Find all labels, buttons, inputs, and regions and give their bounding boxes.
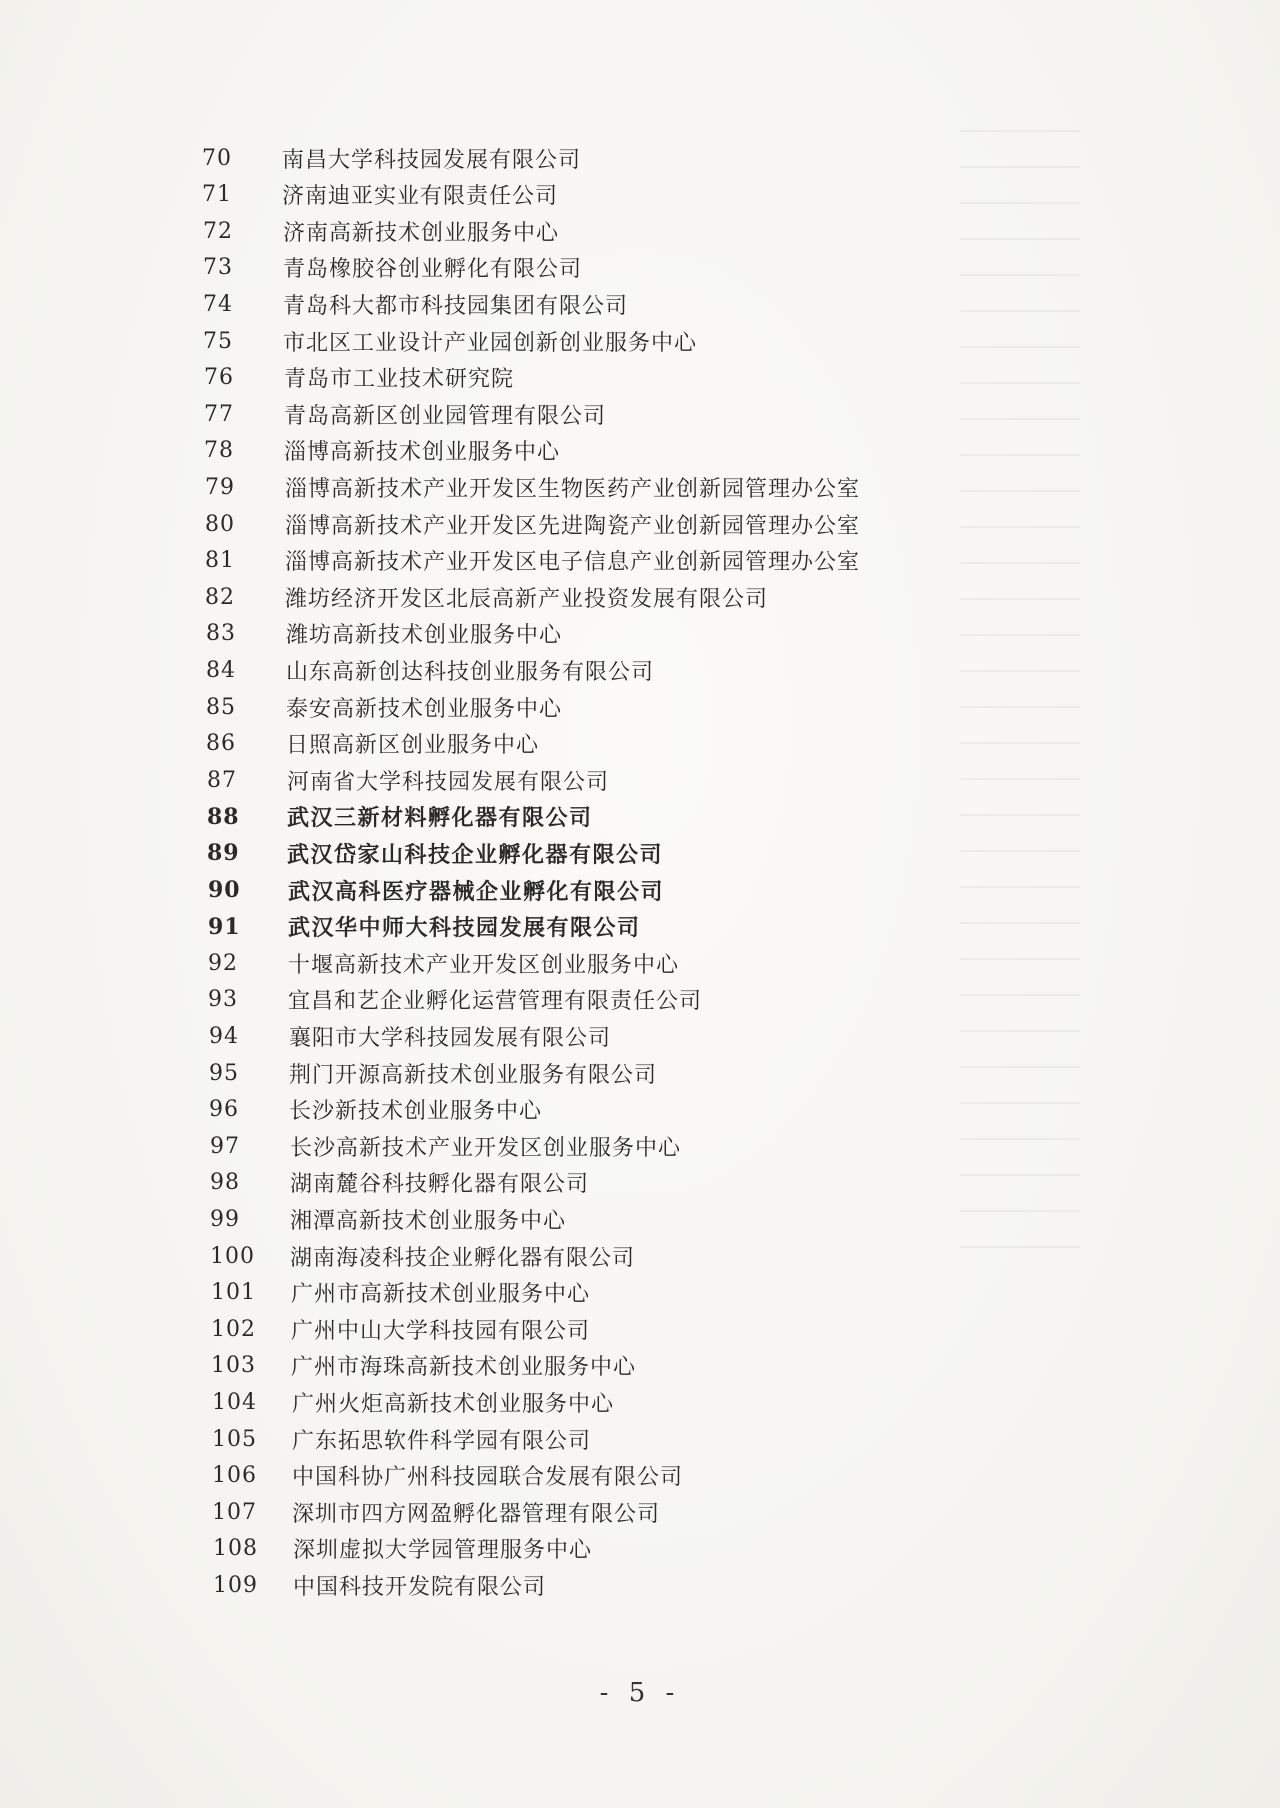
entry-number: 77 <box>204 401 234 427</box>
list-item <box>211 1348 636 1384</box>
entry-number: 88 <box>207 803 240 830</box>
entry-name: 潍坊经济开发区北辰高新产业投资发展有限公司 <box>285 586 769 612</box>
list-item <box>205 469 860 505</box>
list-item <box>207 762 609 798</box>
list-item <box>205 579 768 615</box>
list-item <box>209 1018 611 1054</box>
entry-name: 中国科技开发院有限公司 <box>293 1574 547 1600</box>
entry-number: 90 <box>208 877 241 903</box>
entry-number: 87 <box>207 767 237 793</box>
entry-number: 89 <box>207 840 240 867</box>
entry-number: 100 <box>210 1243 255 1269</box>
list-item <box>213 1567 546 1603</box>
entry-number: 106 <box>212 1463 257 1489</box>
list-item <box>210 1201 566 1237</box>
list-item <box>202 177 558 213</box>
entry-number: 80 <box>205 511 235 537</box>
entry-number: 103 <box>211 1353 256 1379</box>
entry-number: 108 <box>213 1536 258 1562</box>
entry-name: 淄博高新技术创业服务中心 <box>284 440 561 466</box>
entry-name: 十堰高新技术产业开发区创业服务中心 <box>288 952 680 978</box>
entry-name: 济南高新技术创业服务中心 <box>283 220 560 246</box>
entry-number: 83 <box>206 621 236 647</box>
entry-name: 湖南海凌科技企业孵化器有限公司 <box>290 1245 636 1271</box>
entry-name: 市北区工业设计产业园创新创业服务中心 <box>283 330 698 356</box>
entry-name: 山东高新创达科技创业服务有限公司 <box>286 659 655 685</box>
entry-number: 81 <box>205 548 235 574</box>
entry-number: 74 <box>203 291 233 317</box>
entry-name: 广州中山大学科技园有限公司 <box>291 1318 591 1344</box>
entry-name: 淄博高新技术产业开发区电子信息产业创新园管理办公室 <box>285 550 861 576</box>
entry-name: 湘潭高新技术创业服务中心 <box>290 1208 567 1234</box>
entry-name: 武汉三新材料孵化器有限公司 <box>287 805 593 832</box>
list-item <box>208 945 679 981</box>
entry-number: 84 <box>206 657 236 683</box>
entry-name: 深圳市四方网盈孵化器管理有限公司 <box>292 1501 661 1527</box>
list-item <box>207 799 593 835</box>
entry-number: 79 <box>205 474 235 500</box>
list-item <box>204 433 560 469</box>
entry-name: 武汉岱家山科技企业孵化器有限公司 <box>287 841 664 868</box>
entry-name: 淄博高新技术产业开发区生物医药产业创新园管理办公室 <box>285 476 861 502</box>
entry-name: 中国科协广州科技园联合发展有限公司 <box>292 1465 684 1491</box>
entry-name: 淄博高新技术产业开发区先进陶瓷产业创新园管理办公室 <box>285 513 861 539</box>
list-item <box>206 726 539 762</box>
list-item <box>204 396 606 432</box>
list-item <box>211 1275 590 1311</box>
entry-number: 101 <box>211 1280 256 1306</box>
list-item <box>211 1311 590 1347</box>
bleed-through-shadow <box>960 130 1080 1280</box>
list-item <box>209 1092 542 1128</box>
list-item <box>213 1531 592 1567</box>
list-item <box>206 652 654 688</box>
entry-number: 107 <box>212 1499 257 1525</box>
entry-name: 河南省大学科技园发展有限公司 <box>287 769 610 795</box>
entry-number: 70 <box>202 145 232 171</box>
entry-name: 日照高新区创业服务中心 <box>286 733 540 759</box>
entry-name: 武汉高科医疗器械企业孵化有限公司 <box>288 878 665 905</box>
entry-name: 宜昌和艺企业孵化运营管理有限责任公司 <box>288 989 703 1015</box>
entry-number: 105 <box>212 1426 257 1452</box>
entry-name: 湖南麓谷科技孵化器有限公司 <box>290 1172 590 1198</box>
entry-name: 长沙高新技术产业开发区创业服务中心 <box>290 1135 682 1161</box>
list-item <box>205 506 860 542</box>
entry-number: 85 <box>206 694 236 720</box>
entry-name: 泰安高新技术创业服务中心 <box>286 696 563 722</box>
entry-number: 93 <box>208 987 238 1013</box>
entry-number: 96 <box>209 1097 239 1123</box>
entry-number: 94 <box>209 1023 239 1049</box>
list-item <box>202 140 581 176</box>
entry-number: 75 <box>203 328 233 354</box>
entry-name: 广东拓思软件科学园有限公司 <box>292 1428 592 1454</box>
entry-number: 97 <box>210 1133 240 1159</box>
page-number: - 5 - <box>599 1678 681 1708</box>
list-item <box>209 1055 657 1091</box>
list-item <box>208 909 641 945</box>
entry-number: 71 <box>202 182 232 208</box>
list-item <box>210 1165 589 1201</box>
list-item <box>210 1128 681 1164</box>
list-item <box>203 323 697 359</box>
entry-number: 98 <box>210 1170 240 1196</box>
list-item <box>212 1421 591 1457</box>
list-item <box>212 1458 683 1494</box>
entry-name: 广州火炬高新技术创业服务中心 <box>292 1391 615 1417</box>
entry-name: 广州市海珠高新技术创业服务中心 <box>291 1355 637 1381</box>
entry-name: 长沙新技术创业服务中心 <box>289 1099 543 1125</box>
list-item <box>212 1494 660 1530</box>
entry-number: 95 <box>209 1060 239 1086</box>
list-item <box>208 982 702 1018</box>
list-item <box>206 616 562 652</box>
entry-number: 91 <box>208 913 241 940</box>
entry-name: 青岛科大都市科技园集团有限公司 <box>283 293 629 319</box>
entry-number: 82 <box>205 584 235 610</box>
entry-name: 济南迪亚实业有限责任公司 <box>282 184 559 210</box>
list-item <box>210 1238 635 1274</box>
entry-number: 99 <box>210 1206 240 1232</box>
list-item <box>206 689 562 725</box>
list-item <box>208 872 664 908</box>
entry-number: 92 <box>208 950 238 976</box>
list-item <box>207 835 663 871</box>
list-item <box>205 543 860 579</box>
entry-number: 102 <box>211 1316 256 1342</box>
list-item <box>203 213 559 249</box>
list-item <box>212 1384 614 1420</box>
entry-name: 青岛高新区创业园管理有限公司 <box>284 403 607 429</box>
entry-number: 73 <box>203 255 233 281</box>
entry-name: 襄阳市大学科技园发展有限公司 <box>289 1025 612 1051</box>
entry-number: 78 <box>204 438 234 464</box>
entry-name: 荆门开源高新技术创业服务有限公司 <box>289 1062 658 1088</box>
entry-name: 深圳虚拟大学园管理服务中心 <box>293 1538 593 1564</box>
list-item <box>203 286 628 322</box>
entry-name: 青岛橡胶谷创业孵化有限公司 <box>283 257 583 283</box>
entry-name: 武汉华中师大科技园发展有限公司 <box>288 915 641 942</box>
entry-number: 109 <box>213 1572 258 1598</box>
list-item <box>203 250 582 286</box>
entry-name: 南昌大学科技园发展有限公司 <box>282 147 582 173</box>
list-item <box>204 360 514 396</box>
entry-number: 72 <box>203 218 233 244</box>
entry-name: 潍坊高新技术创业服务中心 <box>286 623 563 649</box>
entry-number: 104 <box>212 1389 257 1415</box>
entry-name: 青岛市工业技术研究院 <box>284 367 515 393</box>
entry-number: 86 <box>206 731 236 757</box>
entry-name: 广州市高新技术创业服务中心 <box>291 1282 591 1308</box>
entry-number: 76 <box>204 365 234 391</box>
